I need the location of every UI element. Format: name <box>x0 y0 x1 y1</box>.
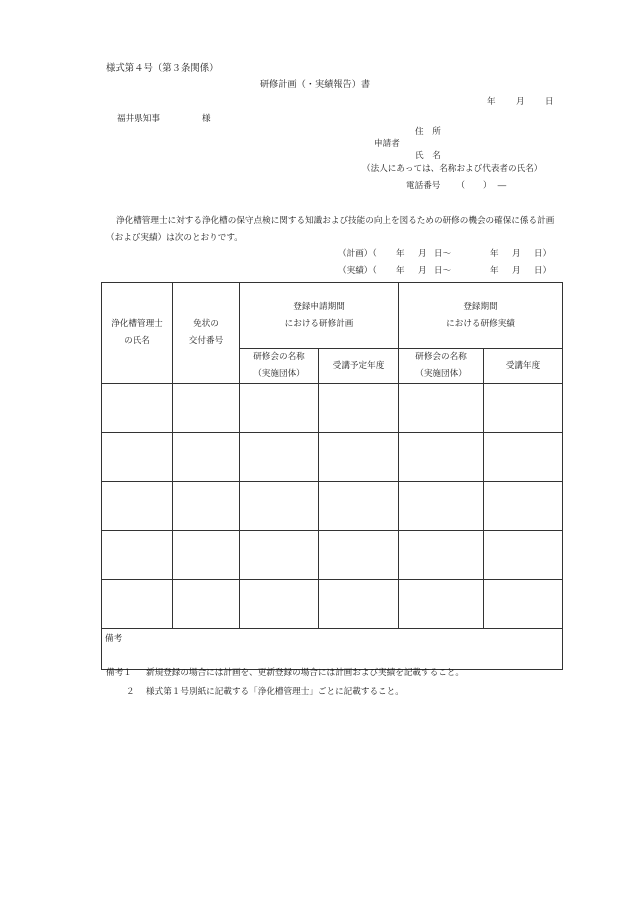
period-plan <box>338 249 551 259</box>
table-cell[interactable] <box>399 384 484 433</box>
header-manager-name: 浄化槽管理士 の氏名 <box>102 283 173 384</box>
name-label: 氏 名 <box>415 151 441 161</box>
period-actual <box>338 266 551 276</box>
addressee-name: 福井県知事 <box>117 114 160 124</box>
addressee-honorific: 様 <box>202 114 211 124</box>
table-cell[interactable] <box>319 384 399 433</box>
table-cell[interactable] <box>484 482 563 531</box>
note-1 <box>106 668 464 678</box>
note-2 <box>126 687 404 697</box>
remarks-label: 備考 <box>105 634 123 644</box>
address-label: 住 所 <box>415 127 441 137</box>
corporation-note: （法人にあっては、名称および代表者の氏名） <box>362 164 543 174</box>
table-cell[interactable] <box>399 482 484 531</box>
phone-line <box>406 181 506 191</box>
table-cell[interactable] <box>173 384 240 433</box>
phone-close-paren: ） <box>483 181 492 191</box>
table-cell[interactable] <box>173 531 240 580</box>
remarks-cell[interactable] <box>102 629 563 670</box>
table-row <box>102 384 563 433</box>
table-cell[interactable] <box>240 580 319 629</box>
period-plan-year-start: 年 <box>396 249 405 259</box>
note-2-number: ２ <box>126 687 135 697</box>
remarks-row <box>102 629 563 670</box>
table-cell[interactable] <box>173 580 240 629</box>
table-cell[interactable] <box>484 433 563 482</box>
header-actual-group: 登録期間 における研修実績 <box>399 283 563 349</box>
table-cell[interactable] <box>319 531 399 580</box>
table-cell[interactable] <box>102 482 173 531</box>
phone-label: 電話番号 <box>406 181 441 191</box>
table-cell[interactable] <box>173 482 240 531</box>
table-cell[interactable] <box>240 482 319 531</box>
table-cell[interactable] <box>399 433 484 482</box>
table-row <box>102 531 563 580</box>
table-cell[interactable] <box>319 482 399 531</box>
header-planned-year: 受講予定年度 <box>319 349 399 384</box>
phone-open-paren: （ <box>456 181 465 191</box>
period-actual-day-end: 日） <box>534 266 552 276</box>
table-cell[interactable] <box>399 531 484 580</box>
header-attended-year: 受講年度 <box>484 349 563 384</box>
period-plan-month-start: 月 <box>418 249 427 259</box>
period-plan-year-end: 年 <box>490 249 499 259</box>
note-1-number: 備考１ <box>106 668 132 678</box>
period-plan-day-end: 日） <box>534 249 552 259</box>
table-cell[interactable] <box>240 531 319 580</box>
table-cell[interactable] <box>102 384 173 433</box>
date-day: 日 <box>545 97 554 107</box>
date-month: 月 <box>516 97 525 107</box>
period-actual-year-end: 年 <box>490 266 499 276</box>
header-actual-training-name: 研修会の名称 （実施団体） <box>399 349 484 384</box>
period-plan-label: （計画）（ <box>338 249 377 259</box>
period-actual-day-start: 日～ <box>434 266 452 276</box>
period-plan-month-end: 月 <box>512 249 521 259</box>
phone-dash: ― <box>497 181 507 191</box>
table-cell[interactable] <box>484 580 563 629</box>
header-plan-group: 登録申請期間 における研修計画 <box>240 283 399 349</box>
applicant-label: 申請者 <box>374 139 400 149</box>
table-cell[interactable] <box>102 580 173 629</box>
table-cell[interactable] <box>173 433 240 482</box>
table-cell[interactable] <box>484 531 563 580</box>
table-cell[interactable] <box>240 384 319 433</box>
note-2-text: 様式第１号別紙に記載する「浄化槽管理士」ごとに記載すること。 <box>146 687 404 697</box>
table-cell[interactable] <box>484 384 563 433</box>
period-plan-day-start: 日～ <box>434 249 452 259</box>
period-actual-year-start: 年 <box>396 266 405 276</box>
table-cell[interactable] <box>240 433 319 482</box>
addressee <box>117 114 211 124</box>
header-plan-training-name: 研修会の名称 （実施団体） <box>240 349 319 384</box>
training-record-table <box>101 282 563 670</box>
table-cell[interactable] <box>399 580 484 629</box>
table-row <box>102 433 563 482</box>
period-actual-month-start: 月 <box>418 266 427 276</box>
table-row <box>102 580 563 629</box>
document-title: 研修計画（・実績報告）書 <box>259 79 371 90</box>
period-actual-month-end: 月 <box>512 266 521 276</box>
table-cell[interactable] <box>319 433 399 482</box>
note-1-text: 新規登録の場合には計画を、更新登録の場合には計画および実績を記載すること。 <box>146 668 464 678</box>
period-actual-label: （実績）（ <box>338 266 377 276</box>
table-cell[interactable] <box>319 580 399 629</box>
statement-text: 浄化槽管理士に対する浄化槽の保守点検に関する知識および技能の向上を図るための研修の機会の確保に係る計画（および実績）は次のとおりです。 <box>106 216 555 243</box>
date-line <box>470 97 557 107</box>
table-row <box>102 482 563 531</box>
form-number: 様式第４号（第３条関係） <box>106 63 219 74</box>
header-license-number: 免状の 交付番号 <box>173 283 240 384</box>
date-year: 年 <box>487 97 496 107</box>
table-cell[interactable] <box>102 433 173 482</box>
table-cell[interactable] <box>102 531 173 580</box>
